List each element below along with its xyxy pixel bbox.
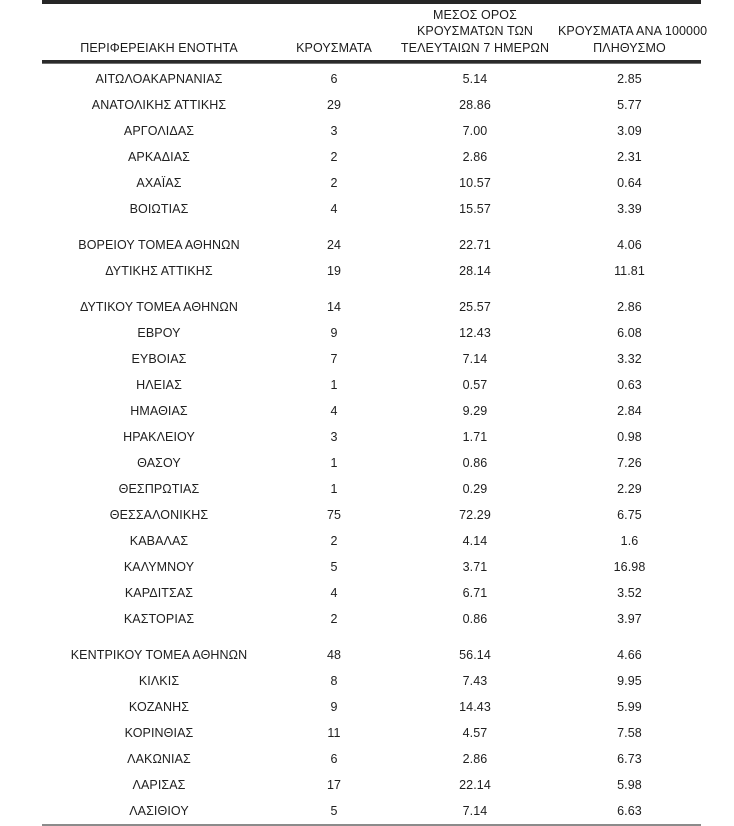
cell-seven-day-average: 56.14 [459,648,491,662]
cell-seven-day-average: 0.86 [462,612,488,626]
table-row [42,232,701,258]
cell-seven-day-average: 7.14 [462,804,488,818]
table-row [42,450,701,476]
cell-seven-day-average: 0.86 [462,456,488,470]
cell-regional-unit: ΑΝΑΤΟΛΙΚΗΣ ΑΤΤΙΚΗΣ [91,98,227,112]
cell-cases: 11 [327,726,341,740]
table-group-spacer [42,222,701,232]
cell-seven-day-average: 4.14 [462,534,488,548]
column-header-cases-per-100000-line2: ΠΛΗΘΥΣΜΟ [593,40,666,55]
table-row [42,196,701,222]
epidemiological-table-container [42,0,708,826]
cell-cases: 6 [330,72,338,86]
cell-cases: 5 [330,560,338,574]
cell-regional-unit: ΔΥΤΙΚΗΣ ΑΤΤΙΚΗΣ [105,264,213,278]
table-row [42,476,701,502]
cell-cases-per-100000: 6.75 [617,508,642,522]
table-body [42,64,701,824]
cell-cases: 4 [330,202,338,216]
cell-cases: 6 [330,752,338,766]
cell-regional-unit: ΑΙΤΩΛΟΑΚΑΡΝΑΝΙΑΣ [95,72,223,86]
table-row [42,528,701,554]
cell-seven-day-average: 15.57 [459,202,491,216]
table-header-row [42,4,701,60]
cell-cases: 9 [330,700,338,714]
table-row [42,798,701,824]
column-header-cases-per-100000-line1: ΚΡΟΥΣΜΑΤΑ ΑΝΑ 100000 [558,24,708,38]
cell-cases: 17 [326,778,342,792]
cell-regional-unit: ΕΥΒΟΙΑΣ [131,352,187,366]
table-row [42,258,701,284]
cell-regional-unit: ΔΥΤΙΚΟΥ ΤΟΜΕΑ ΑΘΗΝΩΝ [79,300,239,314]
cell-cases-per-100000: 9.95 [617,674,642,688]
cell-cases: 1 [330,482,338,496]
column-header-cases [276,4,392,60]
cell-cases-per-100000: 2.85 [617,72,642,86]
cell-cases: 19 [326,264,342,278]
cell-cases: 48 [326,648,342,662]
cell-cases: 1 [330,378,338,392]
cell-seven-day-average: 0.29 [462,482,488,496]
cell-regional-unit: ΘΕΣΣΑΛΟΝΙΚΗΣ [109,508,209,522]
table-group-spacer [42,284,701,294]
column-header-regional-unit-line1: ΠΕΡΙΦΕΡΕΙΑΚΗ ΕΝΟΤΗΤΑ [80,40,238,55]
table-row [42,64,701,92]
cell-regional-unit: ΕΒΡΟΥ [137,326,181,340]
table-row [42,642,701,668]
cell-cases: 14 [326,300,342,314]
cell-regional-unit: ΛΑΡΙΣΑΣ [132,778,186,792]
cell-regional-unit: ΛΑΚΩΝΙΑΣ [127,752,191,766]
cell-cases-per-100000: 0.98 [617,430,642,444]
table-row [42,772,701,798]
regional-cases-table [42,4,708,60]
cell-cases: 7 [330,352,338,366]
cell-cases-per-100000: 6.63 [617,804,642,818]
cell-cases-per-100000: 2.84 [617,404,642,418]
table-row [42,398,701,424]
cell-cases-per-100000: 3.97 [617,612,642,626]
cell-regional-unit: ΚΙΛΚΙΣ [138,674,180,688]
cell-regional-unit: ΒΟΙΩΤΙΑΣ [129,202,189,216]
cell-seven-day-average: 22.14 [459,778,491,792]
table-row [42,554,701,580]
cell-seven-day-average: 72.29 [459,508,491,522]
column-header-seven-day-average-line2: ΚΡΟΥΣΜΑΤΩΝ ΤΩΝ [416,24,534,38]
cell-regional-unit: ΘΑΣΟΥ [137,456,181,470]
cell-seven-day-average: 12.43 [459,326,491,340]
table-row [42,668,701,694]
cell-regional-unit: ΚΟΡΙΝΘΙΑΣ [124,726,194,740]
cell-seven-day-average: 2.86 [462,752,488,766]
table-row [42,346,701,372]
cell-cases-per-100000: 2.31 [617,150,642,164]
cell-seven-day-average: 1.71 [462,430,488,444]
table-row [42,118,701,144]
table-row [42,720,701,746]
cell-seven-day-average: 4.57 [462,726,488,740]
cell-regional-unit: ΚΕΝΤΡΙΚΟΥ ΤΟΜΕΑ ΑΘΗΝΩΝ [70,648,248,662]
table-row [42,294,701,320]
cell-cases: 9 [330,326,338,340]
cell-seven-day-average: 14.43 [459,700,491,714]
cell-cases-per-100000: 3.39 [617,202,642,216]
cell-cases-per-100000: 3.09 [617,124,642,138]
cell-regional-unit: ΚΟΖΑΝΗΣ [128,700,190,714]
cell-cases-per-100000: 0.64 [617,176,642,190]
table-row [42,746,701,772]
cell-regional-unit: ΑΧΑΪΑΣ [136,176,182,190]
cell-cases: 4 [330,404,338,418]
table-group-spacer [42,632,701,642]
column-header-cases-line1: ΚΡΟΥΣΜΑΤΑ [296,40,372,55]
cell-seven-day-average: 25.57 [459,300,491,314]
cell-regional-unit: ΚΑΛΥΜΝΟΥ [123,560,195,574]
cell-cases-per-100000: 1.6 [620,534,639,548]
cell-cases: 3 [330,124,338,138]
table-row [42,92,701,118]
cell-cases: 2 [330,534,338,548]
cell-regional-unit: ΑΡΓΟΛΙΔΑΣ [123,124,195,138]
table-row [42,424,701,450]
cell-seven-day-average: 28.86 [459,98,491,112]
cell-cases: 75 [326,508,342,522]
cell-cases: 2 [330,176,338,190]
cell-cases-per-100000: 5.98 [617,778,642,792]
cell-regional-unit: ΚΑΒΑΛΑΣ [129,534,189,548]
cell-seven-day-average: 0.57 [462,378,488,392]
cell-seven-day-average: 10.57 [459,176,491,190]
cell-seven-day-average: 2.86 [462,150,488,164]
cell-cases-per-100000: 4.66 [617,648,642,662]
cell-seven-day-average: 9.29 [462,404,488,418]
cell-seven-day-average: 3.71 [462,560,488,574]
cell-regional-unit: ΒΟΡΕΙΟΥ ΤΟΜΕΑ ΑΘΗΝΩΝ [78,238,240,252]
table-row [42,694,701,720]
cell-regional-unit: ΚΑΡΔΙΤΣΑΣ [124,586,194,600]
table-row [42,580,701,606]
table-row [42,502,701,528]
cell-cases: 2 [330,150,338,164]
cell-regional-unit: ΗΛΕΙΑΣ [136,378,182,392]
cell-seven-day-average: 28.14 [459,264,491,278]
cell-cases: 5 [330,804,338,818]
cell-cases-per-100000: 7.26 [617,456,642,470]
cell-cases-per-100000: 3.52 [617,586,642,600]
cell-cases-per-100000: 6.08 [617,326,642,340]
table-row [42,320,701,346]
cell-cases-per-100000: 7.58 [617,726,642,740]
cell-regional-unit: ΛΑΣΙΘΙΟΥ [129,804,189,818]
column-header-seven-day-average [392,4,558,60]
cell-cases-per-100000: 2.29 [617,482,642,496]
cell-regional-unit: ΚΑΣΤΟΡΙΑΣ [123,612,195,626]
cell-cases: 3 [330,430,338,444]
cell-cases-per-100000: 4.06 [617,238,642,252]
cell-cases-per-100000: 6.73 [617,752,642,766]
cell-regional-unit: ΗΜΑΘΙΑΣ [130,404,188,418]
cell-cases: 29 [326,98,342,112]
cell-cases-per-100000: 16.98 [613,560,646,574]
cell-seven-day-average: 6.71 [462,586,488,600]
cell-cases-per-100000: 2.86 [617,300,642,314]
regional-cases-table-body [42,64,701,824]
table-row [42,606,701,632]
cell-seven-day-average: 5.14 [462,72,488,86]
table-row [42,170,701,196]
cell-cases-per-100000: 11.81 [614,264,645,278]
cell-regional-unit: ΑΡΚΑΔΙΑΣ [127,150,191,164]
cell-cases: 2 [330,612,338,626]
cell-seven-day-average: 7.14 [462,352,488,366]
column-header-cases-per-100000 [558,4,708,60]
table-header [42,4,708,60]
column-header-regional-unit [42,4,276,60]
table-row [42,372,701,398]
cell-cases: 24 [326,238,342,252]
column-header-seven-day-average-line3: ΤΕΛΕΥΤΑΙΩΝ 7 ΗΜΕΡΩΝ [400,40,550,55]
cell-cases: 1 [330,456,338,470]
cell-cases-per-100000: 5.77 [617,98,642,112]
cell-cases: 8 [330,674,338,688]
cell-cases-per-100000: 0.63 [617,378,642,392]
table-row [42,144,701,170]
cell-cases-per-100000: 3.32 [617,352,642,366]
cell-regional-unit: ΗΡΑΚΛΕΙΟΥ [123,430,195,444]
cell-cases: 4 [330,586,338,600]
cell-seven-day-average: 22.71 [459,238,491,252]
cell-regional-unit: ΘΕΣΠΡΩΤΙΑΣ [118,482,200,496]
cell-seven-day-average: 7.43 [462,674,488,688]
cell-seven-day-average: 7.00 [462,124,488,138]
column-header-seven-day-average-line1: ΜΕΣΟΣ ΟΡΟΣ [433,7,517,22]
cell-cases-per-100000: 5.99 [617,700,642,714]
